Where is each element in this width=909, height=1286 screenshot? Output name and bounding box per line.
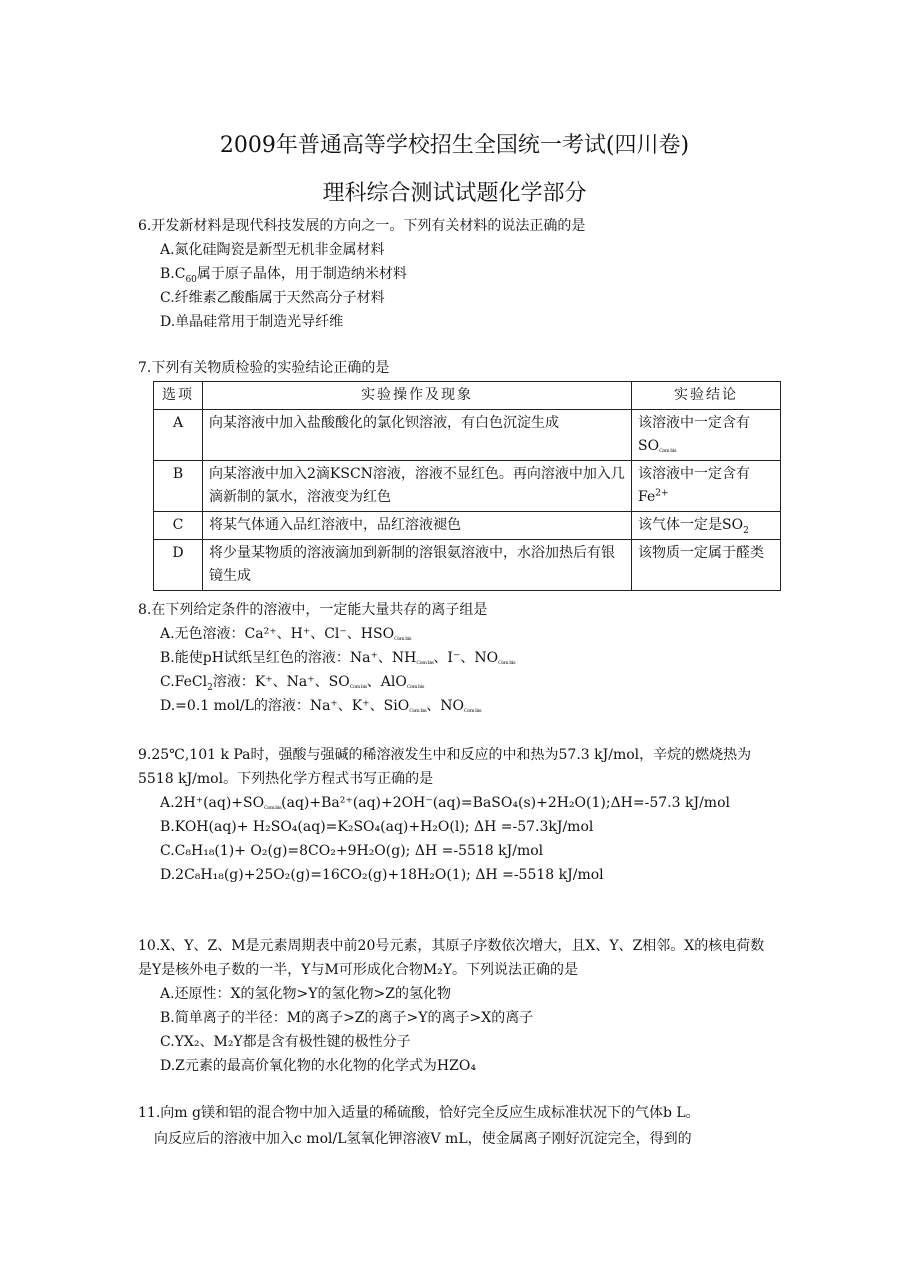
ion-mark: Com bis [394, 636, 412, 642]
question-7-stem: 7.下列有关物质检验的实验结论正确的是 [138, 360, 390, 376]
question-9 [138, 743, 774, 887]
page-title: 2009年普通高等学校招生全国统一考试(四川卷) [219, 133, 690, 158]
question-6-option-b [138, 262, 585, 286]
table-cell-conclusion [632, 461, 781, 512]
question-8 [138, 598, 515, 718]
question-10 [138, 934, 774, 1078]
question-10-stem: 10.X、Y、Z、M是元素周期表中前20号元素，其原子序数依次增大，且X、Y、Z相邻。X的核电荷数是Y是核外电子数的一半，Y与M可形成化合物M₂Y。下列说法正确的是 [138, 938, 765, 978]
ion-mark: Com bis [498, 660, 516, 666]
question-8-option-a [138, 622, 515, 646]
question-10-option-d: D.Z元素的最高价氧化物的水化物的化学式为HZO₄ [160, 1058, 476, 1074]
question-10-option-c: C.YX₂、M₂Y都是含有极性键的极性分子 [160, 1034, 411, 1050]
question-9-option-d: D.2C₈H₁₈(g)+25O₂(g)=16CO₂(g)+18H₂O(1); ΔH =-5518 kJ/mol [160, 867, 604, 883]
table-cell-op: 将某气体通入品红溶液中，品红溶液褪色 [203, 512, 632, 540]
opt-text: (aq)+Ba²⁺(aq)+2OH⁻(aq)=BaSO₄(s)+2H₂O(1);ΔH=-57.3 kJ/mol [281, 795, 730, 811]
question-6-stem: 6.开发新材料是现代科技发展的方向之一。下列有关材料的说法正确的是 [138, 218, 586, 234]
question-11-line-1: 11.向m g镁和铝的混合物中加入适量的稀硫酸，恰好完全反应生成标准状况下的气体b L。 [138, 1105, 700, 1121]
opt-text: A.2H⁺(aq)+SO [160, 795, 265, 811]
table-row [154, 540, 781, 591]
charge-sup: 2+ [655, 488, 669, 499]
table-cell-key: A [154, 410, 203, 461]
question-10-option-a: A.还原性：X的氢化物>Y的氢化物>Z的氢化物 [160, 986, 451, 1002]
table-row [154, 512, 781, 540]
table-header-row [154, 382, 781, 410]
table-header: 实验结论 [632, 382, 781, 410]
table-cell-op: 将少量某物质的溶液滴加到新制的溶银氨溶液中，水浴加热后有银镜生成 [203, 540, 632, 591]
question-10-option-b: B.简单离子的半径：M的离子>Z的离子>Y的离子>X的离子 [160, 1010, 534, 1026]
table-row [154, 461, 781, 512]
table-cell-key: B [154, 461, 203, 512]
table-cell-conclusion: 该物质一定属于醛类 [632, 540, 781, 591]
question-11-line-2: 向反应后的溶液中加入c mol/L氢氧化钾溶液V mL，使金属离子刚好沉淀完全，得到的 [154, 1131, 692, 1147]
opt-text: 、I⁻、NO [433, 650, 499, 666]
table-cell-op: 向某溶液中加入2滴KSCN溶液，溶液不显红色。再向溶液中加入几滴新制的氯水，溶液变为红色 [203, 461, 632, 512]
q6-b-post: 属于原子晶体，用于制造纳米材料 [196, 266, 407, 282]
ion-mark: Com bis [463, 708, 482, 714]
question-7-table [153, 381, 781, 591]
question-8-option-b [138, 646, 515, 670]
question-6-option-d: D.单晶硅常用于制造光导纤维 [160, 314, 344, 330]
question-9-stem: 9.25℃,101 k Pa时，强酸与强碱的稀溶液发生中和反应的中和热为57.3 kJ/mol，辛烷的燃烧热为5518 kJ/mol。下列热化学方程式书写正确的是 [138, 747, 752, 787]
question-6-option-c: C.纤维素乙酸酯属于天然高分子材料 [160, 290, 385, 306]
table-cell-op: 向某溶液中加入盐酸酸化的氯化钡溶液，有白色沉淀生成 [203, 410, 632, 461]
opt-text: 溶液：K⁺、Na⁺、SO [212, 674, 350, 690]
question-8-stem: 8.在下列给定条件的溶液中，一定能大量共存的离子组是 [138, 602, 488, 618]
question-9-option-a [138, 791, 774, 815]
conclusion-text: 该气体一定是SO [638, 517, 744, 533]
subscript: 2 [207, 682, 213, 693]
table-row [154, 410, 781, 461]
opt-text: C.FeCl [160, 674, 208, 690]
table-header: 实验操作及现象 [203, 382, 632, 410]
conclusion-text: 该溶液中一定含有SO [638, 415, 750, 454]
question-11 [138, 1100, 700, 1152]
conclusion-text: 该溶液中一定含有Fe [638, 466, 750, 505]
q6-b-sub: 60 [185, 274, 197, 285]
ion-mark: Com bis [659, 448, 677, 454]
opt-text: D.=0.1 mol/L的溶液：Na⁺、K⁺、SiO [160, 698, 410, 714]
ion-mark: Com bis [409, 708, 427, 714]
q6-b-pre: B.C [160, 266, 186, 282]
ion-mark: Com bis [416, 660, 434, 666]
opt-text: A.无色溶液：Ca²⁺、H⁺、Cl⁻、HSO [160, 626, 395, 642]
subscript: 2 [743, 525, 749, 536]
table-cell-conclusion [632, 512, 781, 540]
ion-mark: Com bis [349, 684, 367, 690]
table-header: 选项 [154, 382, 203, 410]
opt-text: 、AlO [366, 674, 407, 690]
question-9-option-b: B.KOH(aq)+ H₂SO₄(aq)=K₂SO₄(aq)+H₂O(l); ΔH =-57.3kJ/mol [160, 819, 594, 835]
question-6 [138, 214, 585, 334]
table-cell-conclusion [632, 410, 781, 461]
opt-text: B.能使pH试纸呈红色的溶液：Na⁺、NH [160, 650, 417, 666]
ion-mark: Com bis [264, 805, 282, 811]
question-8-option-d [138, 694, 515, 718]
opt-text: 、NO [426, 698, 464, 714]
ion-mark: Com bis [406, 684, 424, 690]
table-cell-key: C [154, 512, 203, 540]
question-6-option-a: A.氮化硅陶瓷是新型无机非金属材料 [160, 242, 385, 258]
table-cell-key: D [154, 540, 203, 591]
question-8-option-c [138, 670, 515, 694]
question-9-option-c: C.C₈H₁₈(1)+ O₂(g)=8CO₂+9H₂O(g); ΔH =-5518 kJ/mol [160, 843, 544, 859]
page-subtitle: 理科综合测试试题化学部分 [322, 181, 587, 206]
